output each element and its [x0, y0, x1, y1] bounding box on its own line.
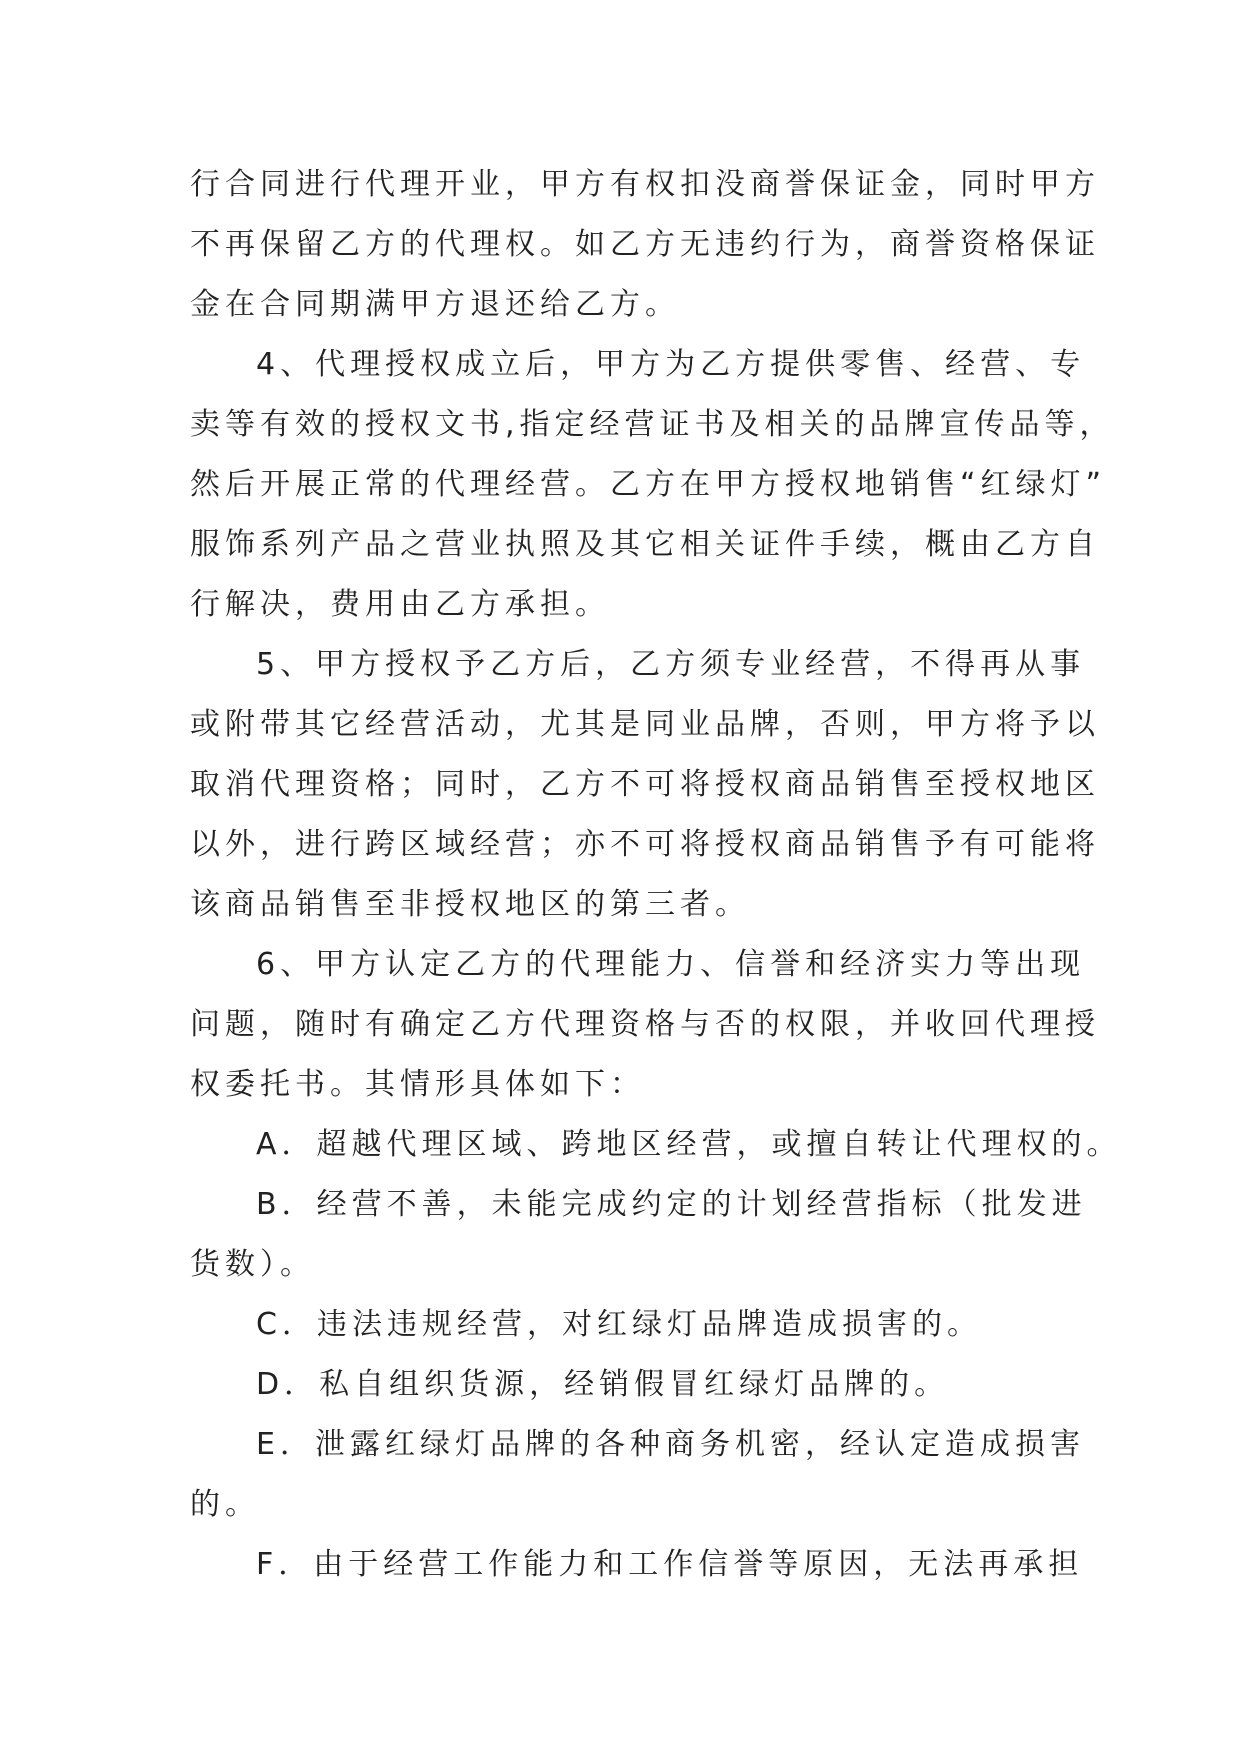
text-line: 行合同进行代理开业，甲方有权扣没商誉保证金，同时甲方: [190, 167, 1100, 202]
text-line: 然后开展正常的代理经营。乙方在甲方授权地销售“红绿灯”: [190, 467, 1107, 502]
text-line: 或附带其它经营活动，尤其是同业品牌，否则，甲方将予以: [190, 707, 1100, 742]
item-f: F．由于经营工作能力和工作信誉等原因，无法再承担: [256, 1547, 1084, 1582]
text-line: 取消代理资格；同时，乙方不可将授权商品销售至授权地区: [190, 767, 1100, 802]
text-line: 权委托书。其情形具体如下：: [190, 1067, 645, 1102]
text-line: 该商品销售至非授权地区的第三者。: [190, 887, 750, 922]
text-line: 金在合同期满甲方退还给乙方。: [190, 287, 680, 322]
item-b: B．经营不善，未能完成约定的计划经营指标（批发进: [256, 1187, 1087, 1222]
text-line: 行解决，费用由乙方承担。: [190, 587, 610, 622]
clause-4-start: 4、代理授权成立后，甲方为乙方提供零售、经营、专: [256, 347, 1086, 382]
item-c: C．违法违规经营，对红绿灯品牌造成损害的。: [256, 1307, 982, 1342]
clause-6-start: 6、甲方认定乙方的代理能力、信誉和经济实力等出现: [256, 947, 1086, 982]
text-line: 不再保留乙方的代理权。如乙方无违约行为，商誉资格保证: [190, 227, 1100, 262]
contract-text: [190, 155, 1122, 1595]
item-a: A．超越代理区域、跨地区经营，或擅自转让代理权的。: [256, 1127, 1122, 1162]
item-e: E．泄露红绿灯品牌的各种商务机密，经认定造成损害: [256, 1427, 1085, 1462]
text-line: 的。: [190, 1487, 260, 1522]
text-line: 以外，进行跨区域经营；亦不可将授权商品销售予有可能将: [190, 827, 1100, 862]
text-line: 服饰系列产品之营业执照及其它相关证件手续，概由乙方自: [190, 527, 1100, 562]
clause-5-start: 5、甲方授权予乙方后，乙方须专业经营，不得再从事: [256, 647, 1086, 682]
text-line: 问题，随时有确定乙方代理资格与否的权限，并收回代理授: [190, 1007, 1100, 1042]
text-line: 货数）。: [190, 1247, 315, 1282]
text-line: 卖等有效的授权文书,指定经营证书及相关的品牌宣传品等，: [190, 407, 1115, 442]
item-d: D．私自组织货源，经销假冒红绿灯品牌的。: [256, 1367, 950, 1402]
